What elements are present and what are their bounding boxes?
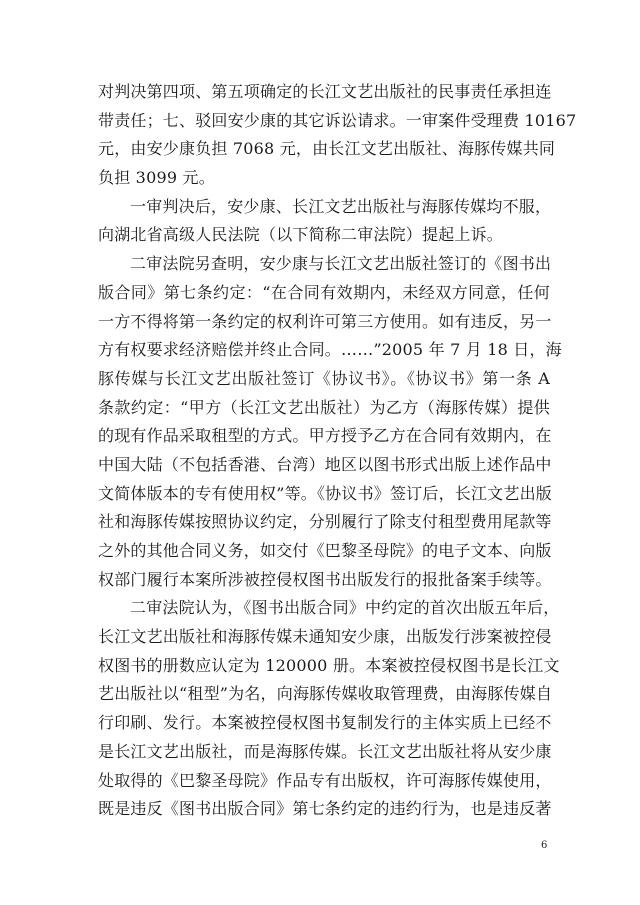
body-text: [98, 78, 577, 824]
paragraph-first-line: 二审法院认为，《图书出版合同》中约定的首次出版五年后，: [130, 598, 560, 618]
text-line: 社和海豚传媒按照协议约定，分别履行了除支付租型费用尾款等: [98, 512, 552, 532]
text-line: 长江文艺出版社和海豚传媒未通知安少康，出版发行涉案被控侵: [98, 627, 552, 647]
text-line: 文简体版本的专有使用权”等。《协议书》签订后，长江文艺出版: [98, 483, 552, 503]
text-line: 负担 3099 元。: [98, 168, 215, 188]
paragraph-first-line: 二审法院另查明，安少康与长江文艺出版社签订的《图书出: [130, 254, 552, 274]
paragraph-first-line: 一审判决后，安少康、长江文艺出版社与海豚传媒均不服，: [130, 196, 552, 216]
text-line: 之外的其他合同义务，如交付《巴黎圣母院》的电子文本、向版: [98, 541, 552, 560]
text-line: 行印刷、发行。本案被控侵权图书复制发行的主体实质上已经不: [98, 713, 552, 733]
text-line: 方有权要求经济赔偿并终止合同。……”2005 年 7 月 18 日，海: [98, 340, 562, 360]
text-line: 元，由安少康负担 7068 元，由长江文艺出版社、海豚传媒共同: [98, 139, 556, 159]
text-line: 权图书的册数应认定为 120000 册。本案被控侵权图书是长江文: [98, 655, 560, 675]
page-number: 6: [541, 840, 548, 851]
text-line: 权部门履行本案所涉被控侵权图书出版发行的报批备案手续等。: [98, 569, 552, 589]
text-line: 向湖北省高级人民法院（以下简称二审法院）提起上诉。: [98, 225, 504, 245]
text-line: 既是违反《图书出版合同》第七条约定的违约行为，也是违反著: [98, 799, 552, 819]
text-line: 对判决第四项、第五项确定的长江文艺出版社的民事责任承担连: [98, 82, 552, 101]
text-line: 艺出版社以“租型”为名，向海豚传媒收取管理费，由海豚传媒自: [98, 684, 553, 704]
text-line: 豚传媒与长江文艺出版社签订《协议书》。《协议书》第一条 A: [98, 368, 550, 388]
text-line: 的现有作品采取租型的方式。甲方授予乙方在合同有效期内，在: [98, 426, 552, 446]
text-line: 是长江文艺出版社，而是海豚传媒。长江文艺出版社将从安少康: [98, 741, 552, 761]
text-line: 中国大陆（不包括香港、台湾）地区以图书形式出版上述作品中: [98, 454, 552, 474]
text-line: 带责任；七、驳回安少康的其它诉讼请求。一审案件受理费 10167: [98, 110, 577, 130]
text-line: 版合同》第七条约定：“在合同有效期内，未经双方同意，任何: [98, 282, 550, 302]
text-line: 一方不得将第一条约定的权利许可第三方使用。如有违反，另一: [98, 311, 552, 331]
text-line: 处取得的《巴黎圣母院》作品专有出版权，许可海豚传媒使用，: [98, 770, 552, 790]
text-line: 条款约定：“甲方（长江文艺出版社）为乙方（海豚传媒）提供: [98, 397, 550, 417]
